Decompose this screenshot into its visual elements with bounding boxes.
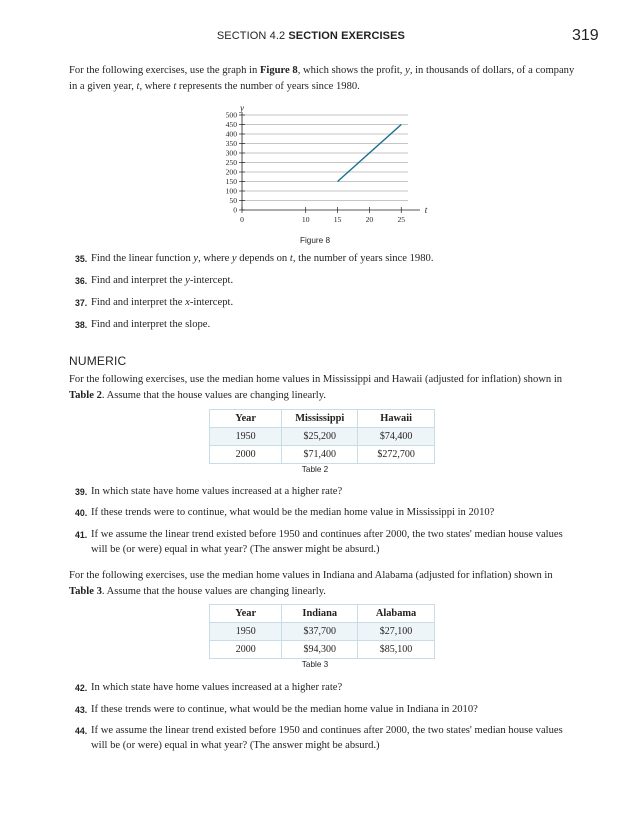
- x-tick-label: 10: [301, 215, 310, 224]
- intro-paragraph-table3: For the following exercises, use the median home values in Indiana and Alabama (adjusted for inflation) shown in Table 3. Assume that the house values are changing linearly.: [69, 570, 553, 597]
- profit-line-chart: [200, 98, 440, 233]
- y-tick-label: 300: [225, 148, 237, 158]
- y-tick-label: 400: [225, 129, 237, 139]
- figure-caption: Figure 8: [299, 236, 331, 245]
- y-tick-label: 250: [225, 158, 237, 168]
- y-tick-label: 450: [225, 120, 237, 130]
- section-number: SECTION 4.2: [216, 30, 286, 42]
- column-header: Alabama: [358, 605, 435, 623]
- page-number: 319: [572, 27, 599, 44]
- y-axis-label: y: [240, 103, 244, 113]
- x-axis-label: t: [424, 205, 428, 215]
- running-header: [0, 30, 405, 42]
- table-row: 1950 $37,700 $27,100: [210, 623, 435, 641]
- y-tick-label: 350: [225, 139, 237, 149]
- y-tick-label: 150: [225, 177, 237, 187]
- y-tick-label: 500: [225, 110, 237, 120]
- table-3-caption: Table 3: [301, 660, 329, 669]
- y-tick-label: 200: [225, 167, 237, 177]
- column-header: Mississippi: [282, 410, 358, 428]
- table-row: 2000 $94,300 $85,100: [210, 641, 435, 659]
- x-tick-label: 25: [397, 215, 406, 224]
- table-reference: Table 2: [69, 390, 102, 401]
- table-2-caption: Table 2: [301, 465, 329, 474]
- intro-paragraph-table2: For the following exercises, use the median home values in Mississippi and Hawaii (adjusted for inflation) shown in Table 2. Assume that the house values are changing linearly.: [69, 374, 563, 401]
- figure-reference: Figure 8: [259, 65, 298, 76]
- table-2: [209, 409, 435, 464]
- x-tick-label: 15: [333, 215, 342, 224]
- table-3: [209, 604, 435, 659]
- y-tick-label: 0: [233, 205, 237, 215]
- x-tick-label: 20: [365, 215, 374, 224]
- numeric-heading: NUMERIC: [69, 354, 127, 368]
- x-tick-label: 0: [240, 215, 244, 224]
- table-reference: Table 3: [69, 586, 102, 597]
- column-header: Indiana: [282, 605, 358, 623]
- column-header: Year: [210, 605, 282, 623]
- section-title: SECTION EXERCISES: [288, 30, 405, 42]
- table-row: 1950 $25,200 $74,400: [210, 428, 435, 446]
- intro-paragraph-figure: For the following exercises, use the graph in Figure 8, which shows the profit, y, in thousands of dollars, of a company in a given year, t, where t represents the number of years since 1980.: [69, 65, 575, 92]
- y-tick-label: 50: [229, 196, 237, 206]
- table-row: 2000 $71,400 $272,700: [210, 446, 435, 464]
- column-header: Hawaii: [358, 410, 435, 428]
- column-header: Year: [210, 410, 282, 428]
- y-tick-label: 100: [225, 186, 237, 196]
